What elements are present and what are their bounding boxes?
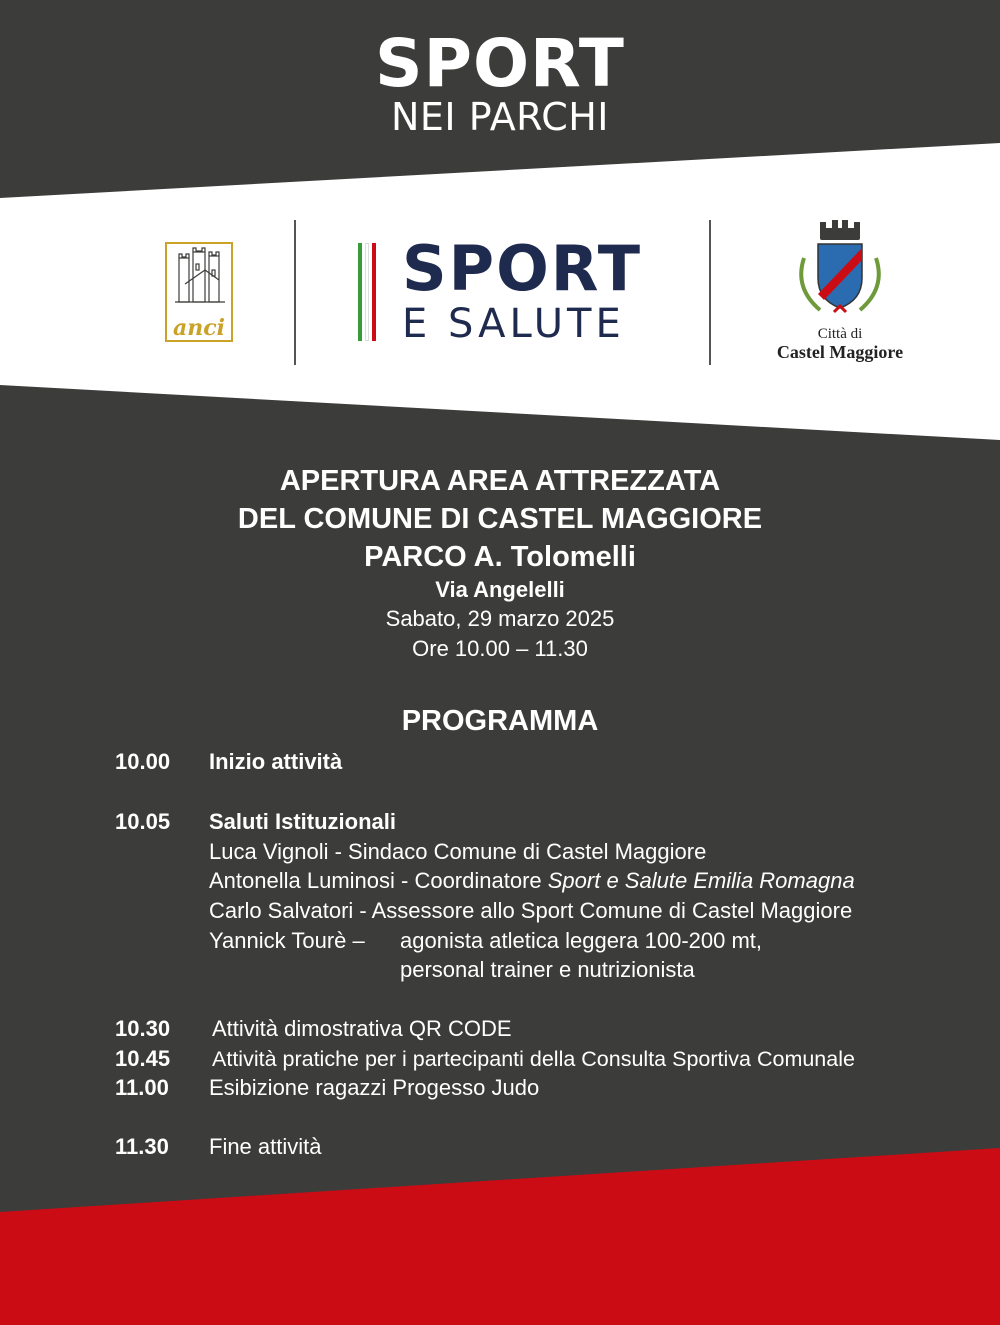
anci-label: anci	[172, 315, 225, 341]
italian-flag-icon	[358, 243, 376, 341]
schedule-time: 10.30	[115, 1016, 171, 1041]
saluti-line: Carlo Salvatori - Assessore allo Sport Comune di Castel Maggiore	[209, 898, 853, 923]
sport-salute-line1: SPORT	[402, 232, 643, 305]
event-title-line2: DEL COMUNE DI CASTEL MAGGIORE	[237, 503, 763, 535]
schedule-time: 10.00	[115, 749, 171, 774]
saluti-name: Yannick Tourè –	[209, 928, 365, 953]
saluti-line-prefix: Antonella Luminosi - Coordinatore	[209, 868, 548, 893]
city-logo-line1: Città di	[817, 326, 863, 342]
sport-salute-line2: E SALUTE	[402, 301, 625, 347]
event-title-line1: APERTURA AREA ATTREZZATA	[279, 465, 721, 497]
event-address: Via Angelelli	[435, 577, 565, 602]
schedule-time: 11.00	[115, 1075, 169, 1100]
schedule-time: 10.05	[115, 809, 171, 834]
saluti-line: agonista atletica leggera 100-200 mt,	[400, 928, 763, 953]
anci-logo	[165, 242, 233, 342]
poster-header	[0, 25, 1000, 139]
schedule-item: Fine attività	[209, 1134, 322, 1159]
schedule-item: Attività pratiche per i partecipanti della Consulta Sportiva Comunale	[212, 1047, 855, 1071]
city-logo-line2: Castel Maggiore	[776, 342, 904, 362]
logo-divider	[709, 220, 711, 365]
schedule-item: Saluti Istituzionali	[209, 809, 397, 834]
schedule-time: 11.30	[115, 1134, 169, 1159]
schedule-item: Attività dimostrativa QR CODE	[212, 1016, 512, 1041]
event-date: Sabato, 29 marzo 2025	[385, 606, 615, 631]
header-title: SPORT	[375, 25, 625, 102]
header-subtitle: NEI PARCHI	[390, 95, 610, 139]
saluti-line	[209, 866, 855, 896]
logo-divider	[294, 220, 296, 365]
castle-icon	[167, 244, 231, 314]
saluti-line-italic: Sport e Salute Emilia Romagna	[547, 868, 855, 893]
schedule-time: 10.45	[115, 1046, 171, 1071]
city-logo-text	[760, 326, 920, 362]
programma-title: PROGRAMMA	[401, 705, 599, 737]
schedule-item: Esibizione ragazzi Progesso Judo	[209, 1075, 540, 1100]
event-park: PARCO A. Tolomelli	[364, 541, 636, 573]
event-info	[0, 462, 1000, 664]
event-hours: Ore 10.00 – 11.30	[412, 636, 588, 661]
saluti-line: personal trainer e nutrizionista	[400, 957, 695, 982]
saluti-line: Luca Vignoli - Sindaco Comune di Castel Maggiore	[209, 839, 707, 864]
city-crest-icon	[790, 218, 890, 318]
schedule-item: Inizio attività	[209, 749, 343, 774]
